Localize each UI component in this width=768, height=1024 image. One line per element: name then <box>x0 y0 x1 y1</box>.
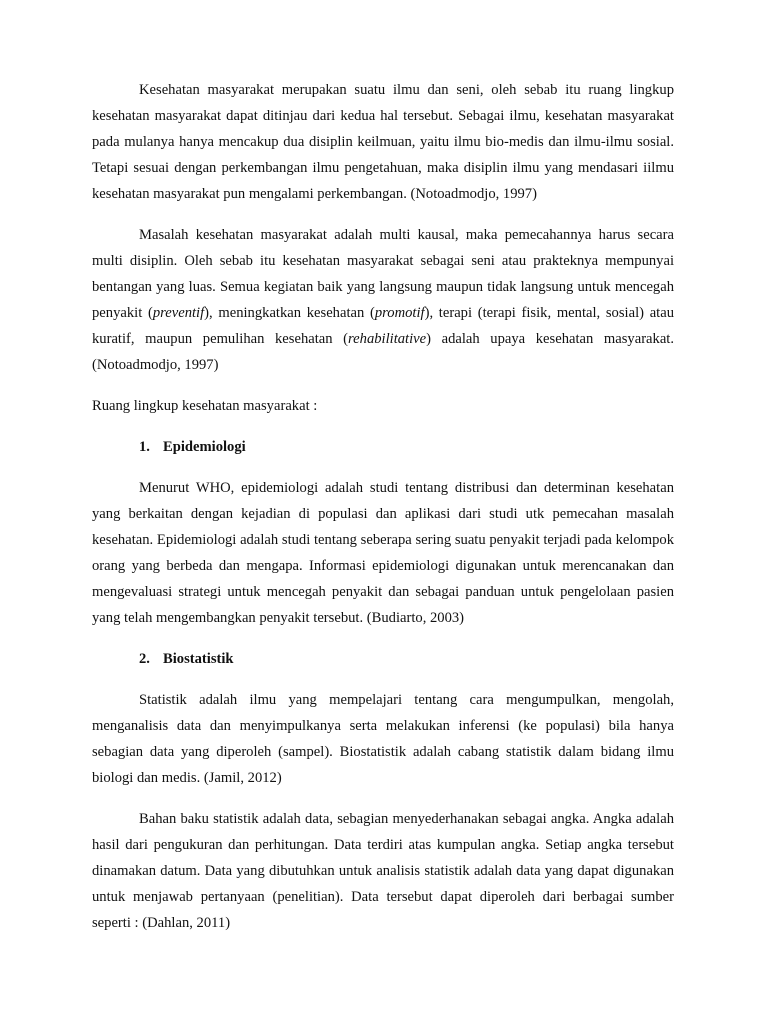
section-heading-epidemiologi <box>92 434 674 460</box>
italic-term-promotif: promotif <box>374 305 425 321</box>
text-segment: ), meningkatkan kesehatan ( <box>204 305 375 321</box>
italic-term-preventif: preventif <box>152 305 205 321</box>
heading-title: Biostatistik <box>163 651 234 667</box>
paragraph-epidemiologi: Menurut WHO, epidemiologi adalah studi tentang distribusi dan determinan kesehatan yang berkaitan dengan kejadian di populasi dan aplikasi dari studi utk pemecahan masalah kesehatan. Epidemiologi adalah studi tentang seberapa sering suatu penyakit terjadi pada kelompok orang yang berbeda dan mengapa. Informasi epidemiologi digunakan untuk merencanakan dan mengevaluasi strategi untuk mencegah penyakit dan sebagai panduan untuk pengelolaan pasien yang telah mengembangkan penyakit tersebut. (Budiarto, 2003) <box>92 480 674 626</box>
paragraph-bahan-baku: Bahan baku statistik adalah data, sebagian menyederhanakan sebagai angka. Angka adalah hasil dari pengukuran dan perhitungan. Data terdiri atas kumpulan angka. Setiap angka tersebut dinamakan datum. Data yang dibutuhkan untuk analisis statistik adalah data yang dapat digunakan untuk menjawab pertanyaan (penelitian). Data tersebut dapat diperoleh dari berbagai sumber seperti : (Dahlan, 2011) <box>92 811 674 931</box>
heading-number: 2. <box>139 651 150 667</box>
heading-title: Epidemiologi <box>163 439 246 455</box>
section-heading-biostatistik <box>92 646 674 672</box>
text-segment: ) adalah upaya kesehatan masyarakat. (Notoadmodjo, 1997) <box>92 331 675 373</box>
paragraph-multi-kausal <box>92 222 674 378</box>
paragraph-statistik: Statistik adalah ilmu yang mempelajari tentang cara mengumpulkan, mengolah, menganalisis data dan menyimpulkanya serta melakukan inferensi (ke populasi) bila hanya sebagian data yang diperoleh (sampel). Biostatistik adalah cabang statistik dalam bidang ilmu biologi dan medis. (Jamil, 2012) <box>92 692 674 786</box>
text-segment: Masalah kesehatan masyarakat adalah multi kausal, maka pemecahannya harus secara multi disiplin. Oleh sebab itu kesehatan masyarakat sebagai seni atau prakteknya mempunyai bentangan yang luas. Semua kegiatan baik yang langsung maupun tidak langsung untuk mencegah penyakit ( <box>92 227 674 321</box>
paragraph-ruang-lingkup: Ruang lingkup kesehatan masyarakat : <box>92 398 318 414</box>
heading-number: 1. <box>139 439 150 455</box>
text-segment: ), terapi (terapi fisik, mental, sosial) atau kuratif, maupun pemulihan kesehatan ( <box>92 305 674 347</box>
paragraph-intro: Kesehatan masyarakat merupakan suatu ilmu dan seni, oleh sebab itu ruang lingkup kesehatan masyarakat dapat ditinjau dari kedua hal tersebut. Sebagai ilmu, kesehatan masyarakat pada mulanya hanya mencakup dua disiplin keilmuan, yaitu ilmu bio-medis dan ilmu-ilmu sosial. Tetapi sesuai dengan perkembangan ilmu pengetahuan, maka disiplin ilmu yang mendasari iilmu kesehatan masyarakat pun mengalami perkembangan. (Notoadmodjo, 1997) <box>92 82 674 202</box>
italic-term-rehabilitative: rehabilitative <box>348 331 427 347</box>
